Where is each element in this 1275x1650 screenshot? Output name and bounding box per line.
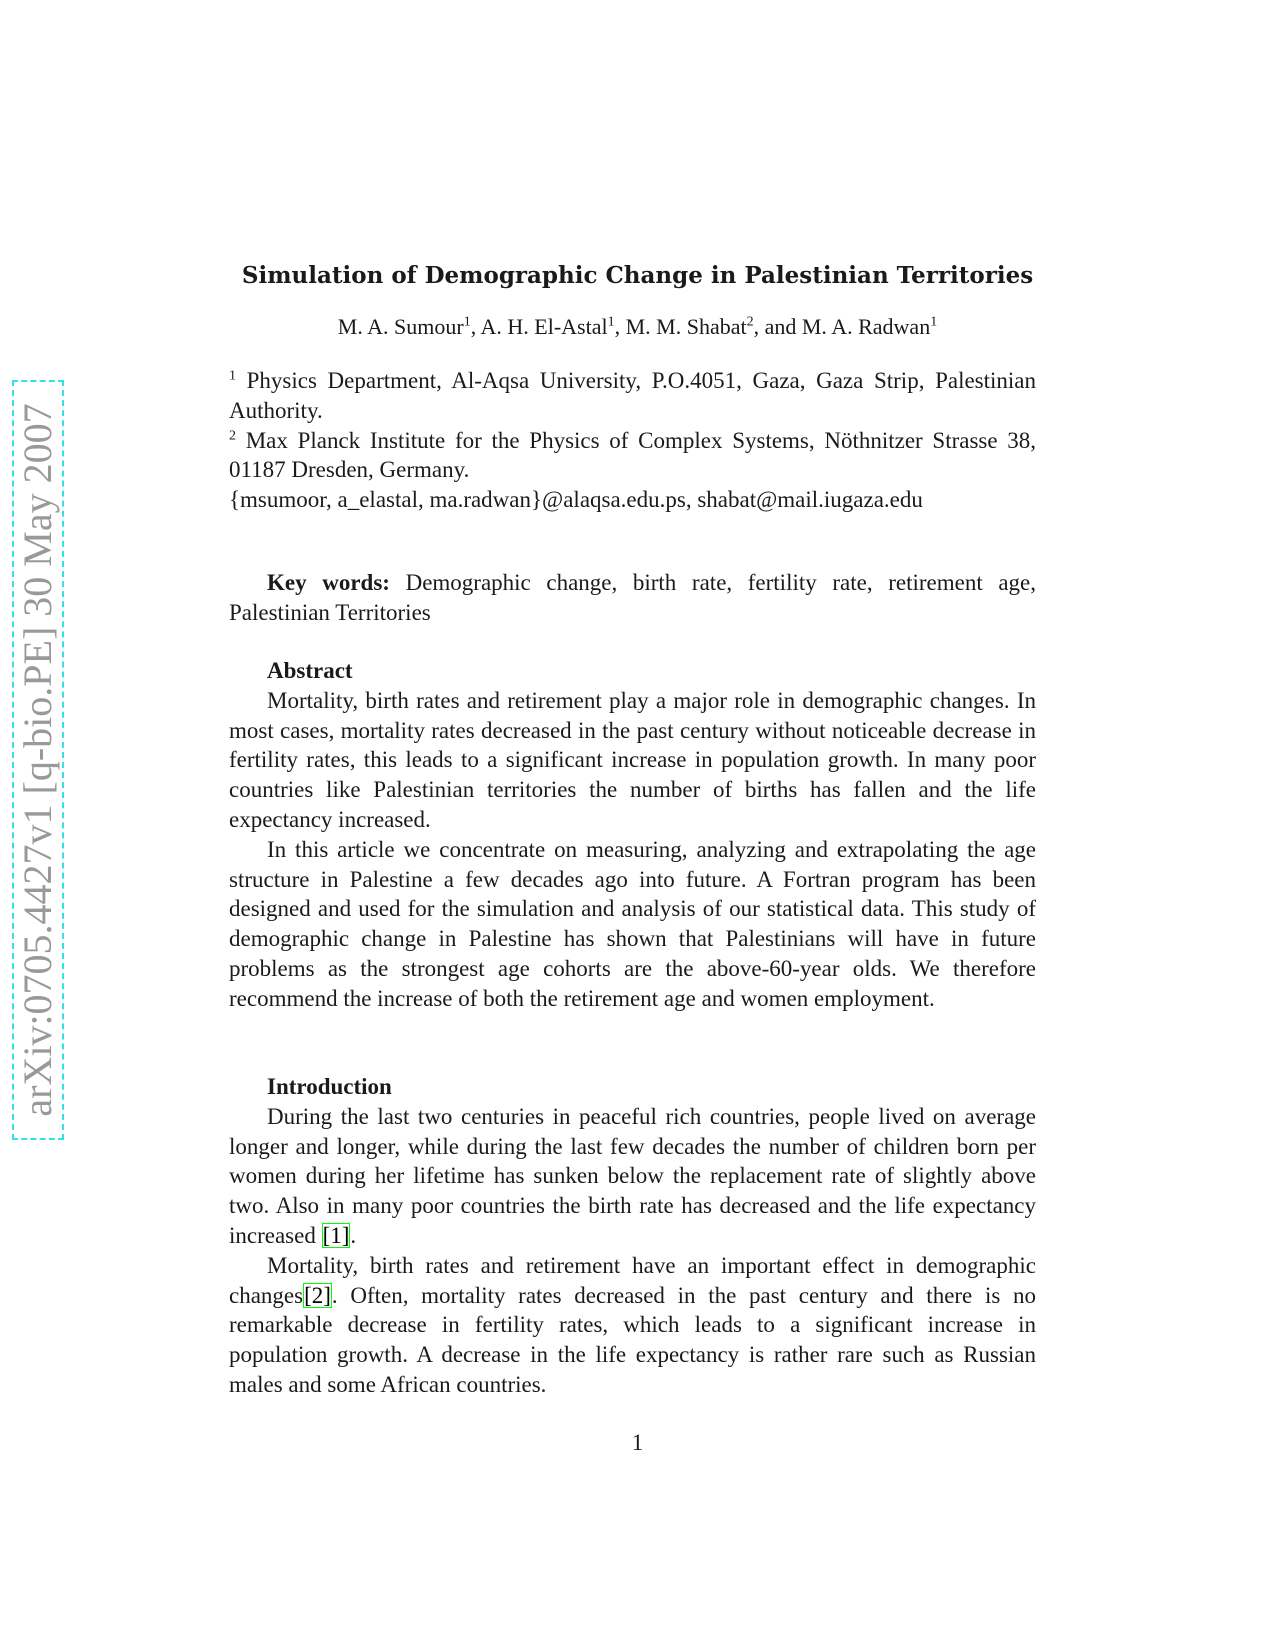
introduction-paragraph: Mortality, birth rates and retirement have an important effect in demographic changes[2]. Often, mortality rates decreased in the past century and there is no remarkable decrease in fertility rates, which leads to a significant increase in population growth. A decrease in the life expectancy is rather rare such as Russian males and some African countries. bbox=[229, 1252, 1036, 1397]
author-name: A. H. El-Astal bbox=[480, 314, 608, 339]
keywords bbox=[229, 568, 1036, 628]
abstract-paragraph: In this article we concentrate on measuring, analyzing and extrapolating the age structure in Palestine a few decades ago into future. A Fortran program has been designed and used for the simulation and analysis of our statistical data. This study of demographic change in Palestine has shown that Palestinians will have in future problems as the strongest age cohorts are the above-60-year olds. We therefore recommend the increase of both the retirement age and women employment. bbox=[229, 836, 1036, 1011]
email-addresses: {msumoor, a_elastal, ma.radwan}@alaqsa.edu.ps, shabat@mail.iugaza.edu bbox=[229, 487, 923, 513]
author-name: M. M. Shabat bbox=[625, 314, 747, 339]
page-number: 1 bbox=[631, 1430, 644, 1455]
abstract-section bbox=[229, 656, 1036, 1014]
author-affiliation-mark: 2 bbox=[746, 314, 754, 330]
author-affiliation-mark: 1 bbox=[463, 314, 471, 330]
affiliations bbox=[229, 366, 1036, 515]
author-name: M. A. Sumour bbox=[337, 314, 464, 339]
introduction-section bbox=[229, 1072, 1036, 1400]
author-list: M. A. Sumour$^1$, A. H. El-Astal$^1$, M. M. Shabat$^2$, and M. A. Radwan$^1$ bbox=[337, 314, 938, 339]
citation-link[interactable]: [1] bbox=[322, 1222, 350, 1248]
arxiv-stamp: arXiv:0705.4427v1 [q-bio.PE] 30 May 2007 bbox=[12, 380, 64, 1140]
affiliation: $^1$ Physics Department, Al-Aqsa University, P.O.4051, Gaza, Gaza Strip, Palestinian Authority. bbox=[229, 368, 1037, 423]
abstract-paragraph: Mortality, birth rates and retirement play a major role in demographic changes. In most cases, mortality rates decreased in the past century without noticeable decrease in fertility rates, this leads to a significant increase in population growth. In many poor countries like Palestinian territories the number of births has fallen and the life expectancy increased. bbox=[229, 687, 1036, 832]
keywords-text: Demographic change, birth rate, fertility rate, retirement age, Palestinian Territories bbox=[229, 570, 1037, 625]
abstract-heading: Abstract bbox=[267, 658, 353, 683]
author-affiliation-mark: 1 bbox=[930, 314, 938, 330]
author-name: M. A. Radwan bbox=[801, 314, 931, 339]
paper-title: Simulation of Demographic Change in Palestinian Territories bbox=[241, 262, 1034, 289]
introduction-paragraph: During the last two centuries in peaceful rich countries, people lived on average longer and longer, while during the last few decades the number of children born per women during her lifetime has sunken below the replacement rate of slightly above two. Also in many poor countries the birth rate has decreased and the life expectancy increased [1]. bbox=[229, 1103, 1036, 1248]
author-affiliation-mark: 1 bbox=[607, 314, 615, 330]
citation-link[interactable]: [2] bbox=[304, 1282, 331, 1308]
keywords-label: Key words: bbox=[267, 570, 390, 595]
introduction-heading: Introduction bbox=[267, 1074, 392, 1099]
affiliation: $^2$ Max Planck Institute for the Physics of Complex Systems, Nöthnitzer Strasse 38, 01187 Dresden, Germany. bbox=[229, 427, 1037, 483]
